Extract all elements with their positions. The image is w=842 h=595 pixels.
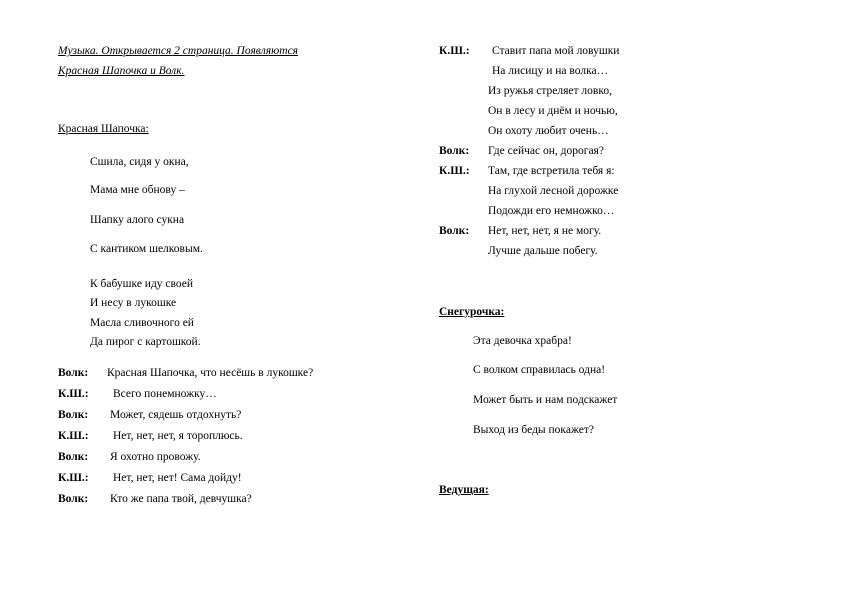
dialogue-speaker: Волк: bbox=[58, 493, 89, 505]
verse1-line-1: Сшила, сидя у окна, bbox=[90, 156, 189, 168]
speaker-wolf-1: Волк: bbox=[439, 145, 470, 157]
dialogue-text: Нет, нет, нет, я тороплюсь. bbox=[113, 430, 243, 442]
wolf1-line: Где сейчас он, дорогая? bbox=[488, 145, 604, 157]
heading-red-riding-hood: Красная Шапочка: bbox=[58, 123, 149, 135]
dialogue-text: Кто же папа твой, девчушка? bbox=[110, 493, 252, 505]
block2-line-2: На глухой лесной дорожке bbox=[488, 185, 619, 197]
heading-host: Ведущая: bbox=[439, 484, 489, 496]
block1-line-1: Ставит папа мой ловушки bbox=[492, 45, 620, 57]
verse2-line-1: К бабушке иду своей bbox=[90, 278, 194, 290]
dialogue-speaker: Волк: bbox=[58, 451, 89, 463]
block2-line-1: Там, где встретила тебя я: bbox=[488, 165, 615, 177]
speaker-kh-1: К.Ш.: bbox=[439, 45, 470, 57]
wolf2-line-2: Лучше дальше побегу. bbox=[488, 245, 598, 257]
stage-direction-line-2: Красная Шапочка и Волк. bbox=[58, 65, 185, 77]
verse1-line-3: Шапку алого сукна bbox=[90, 214, 185, 226]
snow-verse-line-3: Может быть и нам подскажет bbox=[473, 394, 618, 406]
block1-line-4: Он в лесу и днём и ночью, bbox=[488, 105, 618, 117]
verse1-line-4: С кантиком шелковым. bbox=[90, 243, 203, 255]
dialogue-speaker: Волк: bbox=[58, 409, 89, 421]
block1-line-2: На лисицу и на волка… bbox=[492, 65, 609, 77]
dialogue-speaker: К.Ш.: bbox=[58, 472, 89, 484]
block1-line-5: Он охоту любит очень… bbox=[488, 125, 609, 137]
dialogue-text: Красная Шапочка, что несёшь в лукошке? bbox=[107, 367, 314, 379]
dialogue-speaker: Волк: bbox=[58, 367, 89, 379]
snow-verse-line-2: С волком справилась одна! bbox=[473, 364, 606, 376]
verse1-line-2: Мама мне обнову – bbox=[90, 184, 185, 196]
dialogue-text: Я охотно провожу. bbox=[110, 451, 201, 463]
dialogue-speaker: К.Ш.: bbox=[58, 388, 89, 400]
dialogue-speaker: К.Ш.: bbox=[58, 430, 89, 442]
dialogue-text: Всего понемножку… bbox=[113, 388, 217, 400]
snow-verse-line-1: Эта девочка храбра! bbox=[473, 335, 572, 347]
speaker-kh-2: К.Ш.: bbox=[439, 165, 470, 177]
stage-direction-line-1: Музыка. Открывается 2 страница. Появляются bbox=[58, 45, 299, 57]
dialogue-text: Может, сядешь отдохнуть? bbox=[110, 409, 242, 421]
dialogue-text: Нет, нет, нет! Сама дойду! bbox=[113, 472, 242, 484]
verse2-line-4: Да пирог с картошкой. bbox=[90, 336, 201, 348]
wolf2-line-1: Нет, нет, нет, я не могу. bbox=[488, 225, 602, 237]
snow-verse-line-4: Выход из беды покажет? bbox=[473, 424, 594, 436]
block1-line-3: Из ружья стреляет ловко, bbox=[488, 85, 612, 97]
verse2-line-3: Масла сливочного ей bbox=[90, 317, 194, 329]
block2-line-3: Подожди его немножко… bbox=[488, 205, 615, 217]
heading-snow-maiden: Снегурочка: bbox=[439, 306, 505, 318]
verse2-line-2: И несу в лукошке bbox=[90, 297, 177, 309]
speaker-wolf-2: Волк: bbox=[439, 225, 470, 237]
